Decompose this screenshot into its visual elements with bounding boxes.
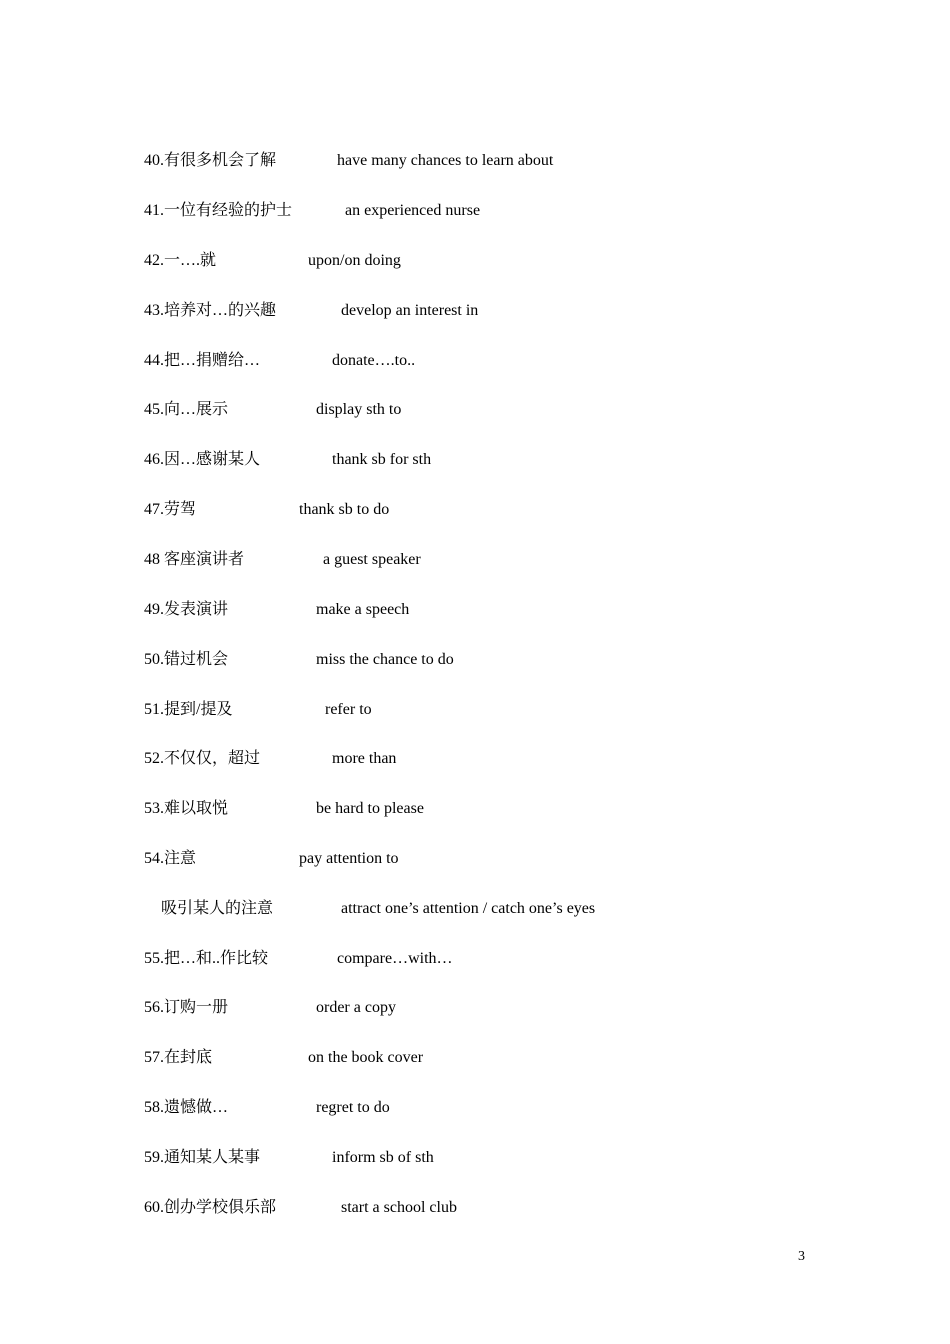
english-term: thank sb for sth xyxy=(332,451,432,468)
english-term: miss the chance to do xyxy=(316,651,454,668)
chinese-term: 吸引某人的注意 xyxy=(161,900,274,917)
chinese-term: 48 客座演讲者 xyxy=(144,551,245,568)
english-term: more than xyxy=(332,750,397,767)
english-term: a guest speaker xyxy=(323,551,421,568)
chinese-term: 50.错过机会 xyxy=(144,651,229,668)
chinese-term: 54.注意 xyxy=(144,850,197,867)
english-term: display sth to xyxy=(316,401,402,418)
english-term: make a speech xyxy=(316,601,410,618)
chinese-term: 40.有很多机会了解 xyxy=(144,152,277,169)
chinese-term: 46.因…感谢某人 xyxy=(144,451,261,468)
chinese-term: 42.一….就 xyxy=(144,252,217,269)
english-term: an experienced nurse xyxy=(345,202,481,219)
english-term: thank sb to do xyxy=(299,501,390,518)
chinese-term: 52.不仅仅，超过 xyxy=(144,750,261,767)
english-term: compare…with… xyxy=(337,950,453,967)
english-term: donate….to.. xyxy=(332,352,416,369)
chinese-term: 49.发表演讲 xyxy=(144,601,229,618)
english-term: upon/on doing xyxy=(308,252,401,269)
english-term: regret to do xyxy=(316,1099,390,1116)
english-term: on the book cover xyxy=(308,1049,424,1066)
english-term: order a copy xyxy=(316,999,396,1016)
english-term: inform sb of sth xyxy=(332,1149,434,1166)
english-term: have many chances to learn about xyxy=(337,152,554,169)
english-term: be hard to please xyxy=(316,800,424,817)
chinese-term: 53.难以取悦 xyxy=(144,800,229,817)
chinese-term: 57.在封底 xyxy=(144,1049,213,1066)
chinese-term: 43.培养对…的兴趣 xyxy=(144,302,277,319)
chinese-term: 56.订购一册 xyxy=(144,999,229,1016)
chinese-term: 45.向…展示 xyxy=(144,401,229,418)
chinese-term: 44.把…捐赠给… xyxy=(144,352,261,369)
english-term: pay attention to xyxy=(299,850,399,867)
english-term: start a school club xyxy=(341,1199,457,1216)
english-term: refer to xyxy=(325,701,372,718)
chinese-term: 58.遗憾做… xyxy=(144,1099,229,1116)
chinese-term: 51.提到/提及 xyxy=(144,701,233,718)
chinese-term: 59.通知某人某事 xyxy=(144,1149,261,1166)
chinese-term: 47.劳驾 xyxy=(144,501,197,518)
chinese-term: 60.创办学校俱乐部 xyxy=(144,1199,277,1216)
english-term: develop an interest in xyxy=(341,302,479,319)
page-number: 3 xyxy=(798,1249,805,1264)
chinese-term: 41.一位有经验的护士 xyxy=(144,202,293,219)
chinese-term: 55.把…和..作比较 xyxy=(144,950,269,967)
english-term: attract one’s attention / catch one’s eyes xyxy=(341,900,596,917)
